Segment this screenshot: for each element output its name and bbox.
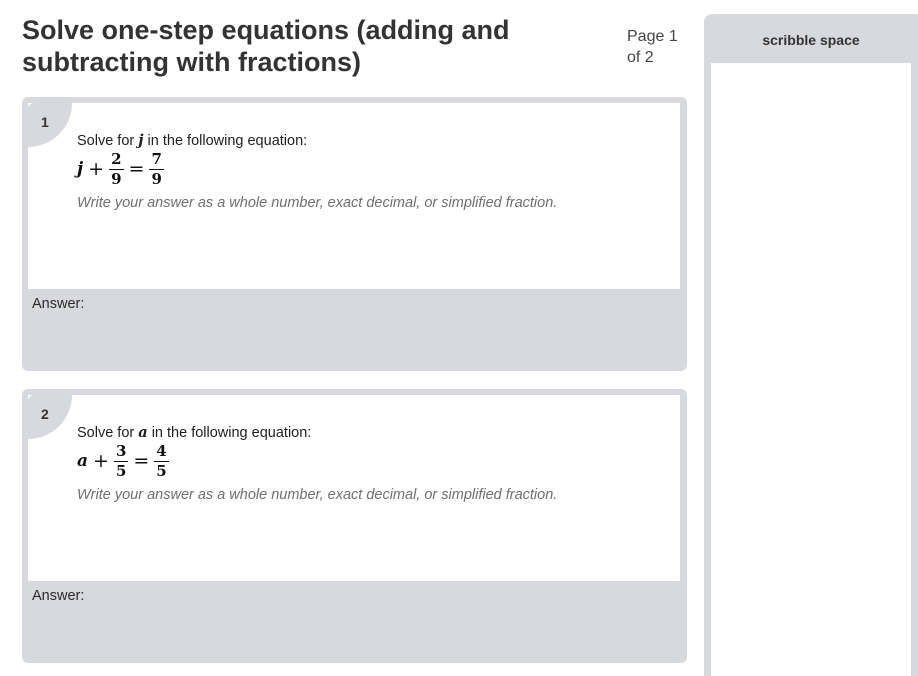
question-number: 2 <box>41 406 49 422</box>
question-prompt <box>77 424 311 441</box>
answer-label: Answer: <box>32 296 85 312</box>
prompt-prefix: Solve for <box>77 425 135 441</box>
equals-sign: = <box>128 158 145 180</box>
fraction-denominator: 5 <box>115 461 127 480</box>
prompt-variable: j <box>138 132 144 149</box>
equation <box>77 441 169 481</box>
equation-variable: j <box>77 159 84 179</box>
fraction-left <box>114 443 128 480</box>
question-number-badge <box>28 103 72 147</box>
fraction-right <box>154 443 168 480</box>
scribble-area[interactable] <box>711 63 911 676</box>
equation-variable: a <box>77 451 89 471</box>
question-body <box>28 103 680 289</box>
equals-sign: = <box>133 450 150 472</box>
equation-operator: + <box>88 158 105 180</box>
question-number-badge <box>28 395 72 439</box>
fraction-right <box>149 151 163 188</box>
equation <box>77 149 164 189</box>
fraction-denominator: 9 <box>151 169 162 188</box>
answer-instructions: Write your answer as a whole number, exact decimal, or simplified fraction. <box>77 487 558 503</box>
prompt-suffix: in the following equation: <box>151 425 312 441</box>
question-body <box>28 395 680 581</box>
fraction-denominator: 9 <box>111 169 122 188</box>
page-number: Page 1 of 2 <box>627 28 678 66</box>
fraction-numerator: 7 <box>151 149 162 168</box>
prompt-prefix: Solve for <box>77 133 135 149</box>
fraction-left <box>109 151 123 188</box>
answer-instructions: Write your answer as a whole number, exact decimal, or simplified fraction. <box>77 195 558 211</box>
prompt-variable: a <box>138 424 148 441</box>
fraction-numerator: 3 <box>115 441 127 460</box>
page-title: Solve one-step equations (adding and subtracting with fractions) <box>22 15 510 77</box>
prompt-suffix: in the following equation: <box>147 133 308 149</box>
question-number: 1 <box>41 114 49 130</box>
equation-operator: + <box>93 450 109 472</box>
question-card-2 <box>22 389 687 663</box>
question-prompt <box>77 132 307 149</box>
scribble-label: scribble space <box>762 32 860 48</box>
fraction-numerator: 2 <box>111 149 122 168</box>
fraction-numerator: 4 <box>156 441 167 460</box>
fraction-denominator: 5 <box>156 461 167 480</box>
question-card-1 <box>22 97 687 371</box>
answer-label: Answer: <box>32 588 85 604</box>
scribble-panel <box>704 14 918 676</box>
